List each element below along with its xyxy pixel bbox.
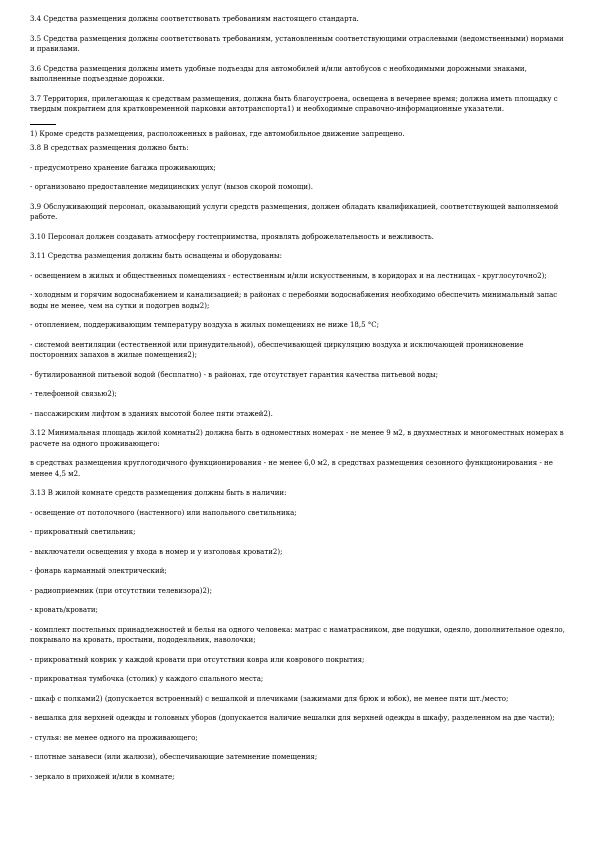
paragraph-3-4: 3.4 Средства размещения должны соответствовать требованиям настоящего стандарта. [30,15,359,23]
paragraph-3-10: 3.10 Персонал должен создавать атмосферу гостеприимства, проявлять доброжелательность и вежливость. [30,232,434,241]
list-item: - отоплением, поддерживающим температуру воздуха в жилых помещениях не ниже 18,5 °С; [30,321,379,329]
paragraph-3-13: 3.13 В жилой комнате средств размещения должны быть в наличии: [30,489,287,497]
paragraph-3-12: 3.12 Минимальная площадь жилой комнаты2) должна быть в одноместных номерах - не менее 9 м2, в двухместных и многоместных номерах в расчете на одного проживающего: [30,429,564,448]
list-item: - выключатели освещения у входа в номер и у изголовья кровати2); [30,547,283,556]
document-page [30,14,570,782]
paragraph-3-11: 3.11 Средства размещения должны быть оснащены и оборудованы: [30,252,282,260]
paragraph-3-6: 3.6 Средства размещения должны иметь удобные подъезды для автомобилей и/или автобусов с необходимыми дорожными знаками, выполненные подъездные дорожки. [30,64,527,83]
list-item: - прикроватный коврик у каждой кровати при отсутствии ковра или коврового покрытия; [30,655,365,664]
list-item: - системой вентиляции (естественной или принудительной), обеспечивающей циркуляцию воздуха и исключающей проникновение посторонних запахов в жилые помещения2); [30,340,524,359]
list-item: - бутилированной питьевой водой (бесплатно) - в районах, где отсутствует гарантия качества питьевой воды; [30,370,438,379]
list-item: - плотные занавеси (или жалюзи), обеспечивающие затемнение помещения; [30,753,318,761]
list-item: - организовано предоставление медицинских услуг (вызов скорой помощи). [30,183,313,191]
paragraph-3-7: 3.7 Территория, прилегающая к средствам размещения, должна быть благоустроена, освещена в вечернее время; должна иметь площадку с твердым покрытием для кратковременной парковки автотранспорта1) и необходимые справочно-информационные указатели. [30,94,558,113]
list-item: - шкаф с полками2) (допускается встроенный) с вешалкой и плечиками (зажимами для брюк и юбок), не менее пяти шт./место; [30,694,509,703]
list-item: - вешалка для верхней одежды и головных уборов (допускается наличие вешалки для верхней одежды в шкафу, разделенном на две части); [30,714,555,722]
list-item: - холодным и горячим водоснабжением и канализацией; в районах с перебоями водоснабжения необходимо обеспечить минимальный запас воды не менее, чем на сутки и подогрев воды2); [30,291,558,310]
list-item: - фонарь карманный электрический; [30,567,167,575]
list-item: - прикроватный светильник; [30,528,136,536]
list-item: - освещением в жилых и общественных помещениях - естественным и/или искусственным, в коридорах и на лестницах - круглосуточно2); [30,271,547,280]
list-item: - радиоприемник (при отсутствии телевизора)2); [30,586,212,595]
paragraph-3-8: 3.8 В средствах размещения должно быть: [30,144,189,152]
list-item: - пассажирским лифтом в зданиях высотой более пяти этажей2). [30,409,273,418]
paragraph-3-12-cont: в средствах размещения круглогодичного функционирования - не менее 6,0 м2, в средствах размещения сезонного функционирования - не менее 4,5 м2. [30,459,553,478]
list-item: - комплект постельных принадлежностей и белья на одного человека: матрас с наматрасником, две подушки, одеяло, дополнительное одеяло, покрывало на кровать, простыни, пододеяльник, наволочки; [30,625,565,644]
footnote-1: 1) Кроме средств размещения, расположенных в районах, где автомобильное движение запрещено. [30,129,405,138]
paragraph-3-9: 3.9 Обслуживающий персонал, оказывающий услуги средств размещения, должен обладать квалификацией, соответствующей выполняемой работе. [30,202,559,221]
list-item: - стулья: не менее одного на проживающего; [30,733,198,742]
list-item: - зеркало в прихожей и/или в комнате; [30,772,175,781]
list-item: - прикроватная тумбочка (столик) у каждого спального места; [30,675,264,683]
paragraph-3-5: 3.5 Средства размещения должны соответствовать требованиям, установленным соответствующими отраслевыми (ведомственными) нормами и правилами. [30,34,564,53]
list-item: - предусмотрено хранение багажа проживающих; [30,163,216,172]
list-item: - кровать/кровати; [30,606,98,614]
footnote-separator [30,124,56,125]
list-item: - освещение от потолочного (настенного) или напольного светильника; [30,508,297,517]
list-item: - телефонной связью2); [30,390,117,398]
